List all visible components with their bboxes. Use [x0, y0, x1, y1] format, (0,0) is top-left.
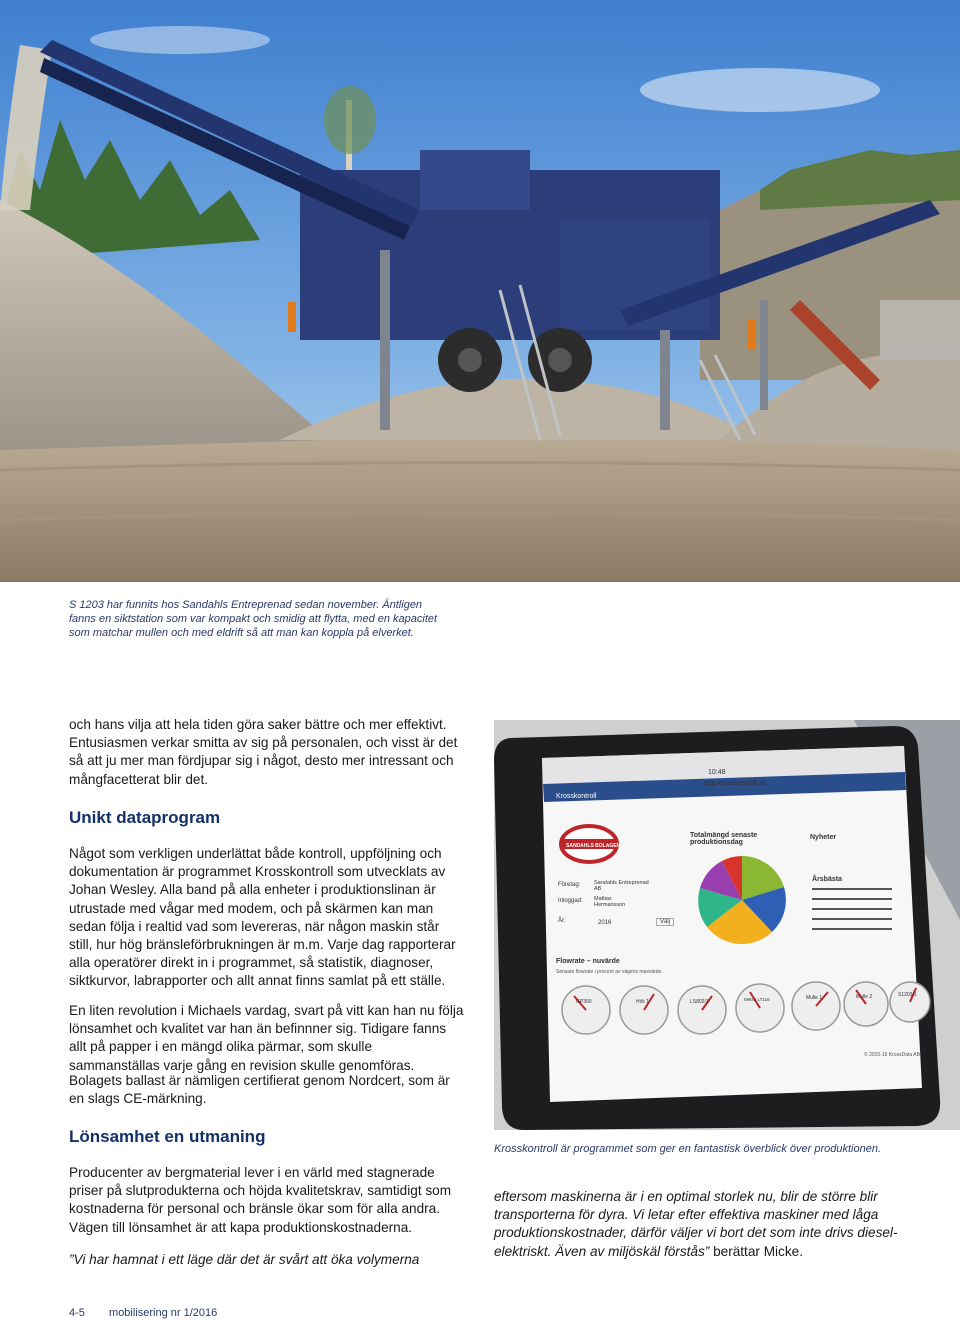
section1-paragraph1: Något som verkligen underlättat både kontroll, uppföljning och dokumentation är programmet Krosskontroll som utvecklats av Johan Wesley. Alla band på alla enheter i produktionslinan är utrustade med vågar med modem, och på skärmen kan man sedan följa i realtid vad som levereras, när någon maskin står still, hur hög bränsleförbrukningen är m.m. Varje dag rapporterar alla operatörer direkt in i programmet, så statistik, diagnoser, siktkurvor, labrapporter och allt annat finns samlat på ett ställe. [69, 846, 456, 989]
tablet-gauge-label-7: S1203/1 [898, 992, 917, 998]
tablet-user-value: Mattias Hermansson [594, 896, 626, 908]
tablet-gauge-label-6: Mulle 2 [856, 994, 873, 1000]
tablet-year-value: 2016 [598, 920, 612, 926]
quote-start: ”Vi har hamnat i ett läge där det är svårt att öka volymerna [69, 1252, 420, 1267]
footer [69, 1307, 217, 1319]
footer-publication: mobilisering nr 1/2016 [109, 1307, 218, 1319]
tablet-pie-title: Totalmängd senaste produktionsdag [690, 832, 758, 846]
section1-paragraph2: En liten revolution i Michaels vardag, svart på vitt kan han nu följa lönsamhet och kvalitet var han än befinnner sig. Tidigare fanns allt på papper i en mängd olika pärmar, som skulle sammanställas varje gång en revision skulle genomföras. [69, 1003, 464, 1073]
tablet-news-title: Nyheter [810, 834, 837, 841]
tablet-gauge-label-2: Hök 1 [636, 999, 650, 1005]
tablet-year-label: År: [558, 918, 566, 924]
section-heading-lonsamhet: Lönsamhet en utmaning [69, 1127, 266, 1146]
tablet-gauge-label-3: LS802/1 [690, 999, 709, 1005]
quote-continuation [494, 1188, 904, 1261]
quote-continuation-attribution: berättar Micke. [709, 1243, 803, 1259]
tablet-copyright: © 2015-16 KrossData AB [864, 1052, 920, 1058]
intro-paragraph: och hans vilja att hela tiden göra saker bättre och mer effektivt. Entusiasmen verkar smitta av sig på personalen, och visst är det så att ju mer man fördjupar sig i något, desto mer intressant och mångfacetterat blir det. [69, 717, 458, 787]
tablet-gauge-label-5: Mulle 1 [806, 995, 823, 1001]
tablet-gauge-label-4: Metso LT116 [744, 997, 770, 1002]
tablet-user-label: Inloggad: [558, 898, 583, 904]
section1-paragraph3: Bolagets ballast är nämligen certifierat genom Nordcert, som är en slags CE-märkning. [69, 1073, 450, 1107]
section-heading-unikt-dataprogram: Unikt dataprogram [69, 808, 221, 827]
footer-page-numbers: 4-5 [69, 1307, 85, 1319]
photo-caption: S 1203 har funnits hos Sandahls Entreprenad sedan november. Äntligen fanns en siktstation som var kompakt och smidig att flytta, med en kapacitet som matchar mullen och med eldrift så att man kan koppla på elverket. [69, 599, 438, 639]
tablet-url: app.krosskontroll.se [704, 780, 767, 787]
tablet-logo-text: SANDAHLS BOLAGEN [566, 843, 621, 849]
tablet-choose-button: Välj [656, 918, 674, 926]
section2-paragraph1: Producenter av bergmaterial lever i en värld med stagnerade priser på slutprodukterna och höjda kvalitetskrav, samtidigt som kostnaderna för personal och bränsle ökar som för alla andra. Vägen till lönsamhet är att kapa produktionskostnaderna. [69, 1165, 452, 1235]
tablet-company-value: Sandahls Entreprenad AB [594, 880, 649, 892]
tablet-company-label: Företag: [558, 882, 581, 888]
hero-photo-screening-plant [0, 0, 960, 582]
tablet-caption: Krosskontroll är programmet som ger en fantastisk överblick över produktionen. [494, 1143, 882, 1155]
tablet-gauge-label-1: GP300 [576, 999, 592, 1005]
quote-continuation-italic: eftersom maskinerna är i en optimal storlek nu, blir de större blir transporterna för dyra. Vi letar efter effektiva maskiner med låga produktionskostnader, därför väljer vi bort det som inte drivs diesel-elektriskt. Även av miljöskäl förstås” [494, 1189, 898, 1259]
tablet-app-name: Krosskontroll [556, 793, 597, 800]
tablet-flow-subtitle: Senaste flowrate i procent av vägens maxvärde. [556, 969, 663, 975]
tablet-status-time: 10:48 [708, 769, 726, 776]
tablet-flow-title: Flowrate – nuvärde [556, 958, 620, 965]
tablet-best-title: Årsbästa [812, 876, 842, 883]
tablet-photo-krosskontroll [494, 720, 960, 1130]
